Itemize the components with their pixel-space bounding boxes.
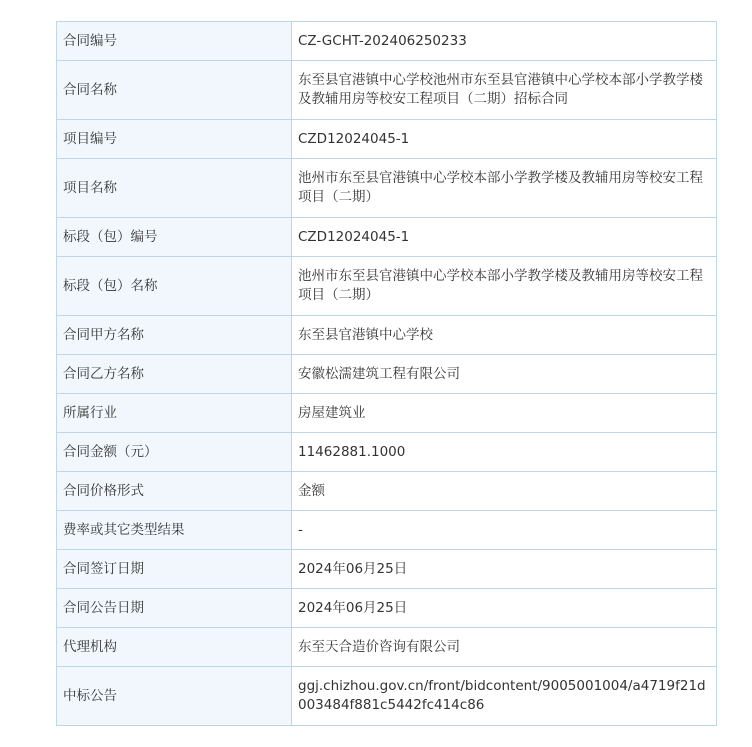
table-row: [57, 394, 717, 433]
field-label-bid-announcement: 中标公告: [57, 667, 292, 726]
table-row: [57, 61, 717, 120]
table-row: [57, 433, 717, 472]
contract-info-table: [56, 21, 717, 726]
field-label-industry: 所属行业: [57, 394, 292, 433]
table-row: [57, 667, 717, 726]
field-value-contract-amount: 11462881.1000: [292, 433, 717, 472]
table-row: [57, 628, 717, 667]
field-value-section-number: CZD12024045-1: [292, 218, 717, 257]
table-row: [57, 472, 717, 511]
field-label-section-number: 标段（包）编号: [57, 218, 292, 257]
field-value-price-form: 金额: [292, 472, 717, 511]
field-label-contract-name: 合同名称: [57, 61, 292, 120]
field-value-project-name: 池州市东至县官港镇中心学校本部小学教学楼及教辅用房等校安工程项目（二期）: [292, 159, 717, 218]
field-label-contract-number: 合同编号: [57, 22, 292, 61]
field-label-announce-date: 合同公告日期: [57, 589, 292, 628]
field-value-project-number: CZD12024045-1: [292, 120, 717, 159]
field-label-party-b: 合同乙方名称: [57, 355, 292, 394]
table-row: [57, 550, 717, 589]
table-row: [57, 120, 717, 159]
table-row: [57, 511, 717, 550]
field-value-announce-date: 2024年06月25日: [292, 589, 717, 628]
field-label-contract-amount: 合同金额（元）: [57, 433, 292, 472]
field-label-price-form: 合同价格形式: [57, 472, 292, 511]
field-label-project-number: 项目编号: [57, 120, 292, 159]
table-row: [57, 159, 717, 218]
field-value-agency: 东至天合造价咨询有限公司: [292, 628, 717, 667]
contract-info-panel: [56, 21, 717, 726]
field-value-party-b: 安徽松濡建筑工程有限公司: [292, 355, 717, 394]
field-value-bid-announcement-link[interactable]: ggj.chizhou.gov.cn/front/bidcontent/9005001004/a4719f21d003484f881c5442fc414c86: [292, 667, 717, 726]
field-value-contract-name: 东至县官港镇中心学校池州市东至县官港镇中心学校本部小学教学楼及教辅用房等校安工程项目（二期）招标合同: [292, 61, 717, 120]
field-value-section-name: 池州市东至县官港镇中心学校本部小学教学楼及教辅用房等校安工程项目（二期）: [292, 257, 717, 316]
table-row: [57, 355, 717, 394]
field-value-rate-result: -: [292, 511, 717, 550]
field-value-contract-number: CZ-GCHT-202406250233: [292, 22, 717, 61]
field-value-sign-date: 2024年06月25日: [292, 550, 717, 589]
table-row: [57, 589, 717, 628]
field-label-sign-date: 合同签订日期: [57, 550, 292, 589]
field-label-rate-result: 费率或其它类型结果: [57, 511, 292, 550]
field-value-industry: 房屋建筑业: [292, 394, 717, 433]
table-row: [57, 257, 717, 316]
field-label-section-name: 标段（包）名称: [57, 257, 292, 316]
table-row: [57, 218, 717, 257]
field-label-project-name: 项目名称: [57, 159, 292, 218]
field-label-agency: 代理机构: [57, 628, 292, 667]
field-value-party-a: 东至县官港镇中心学校: [292, 316, 717, 355]
table-row: [57, 316, 717, 355]
table-row: [57, 22, 717, 61]
field-label-party-a: 合同甲方名称: [57, 316, 292, 355]
